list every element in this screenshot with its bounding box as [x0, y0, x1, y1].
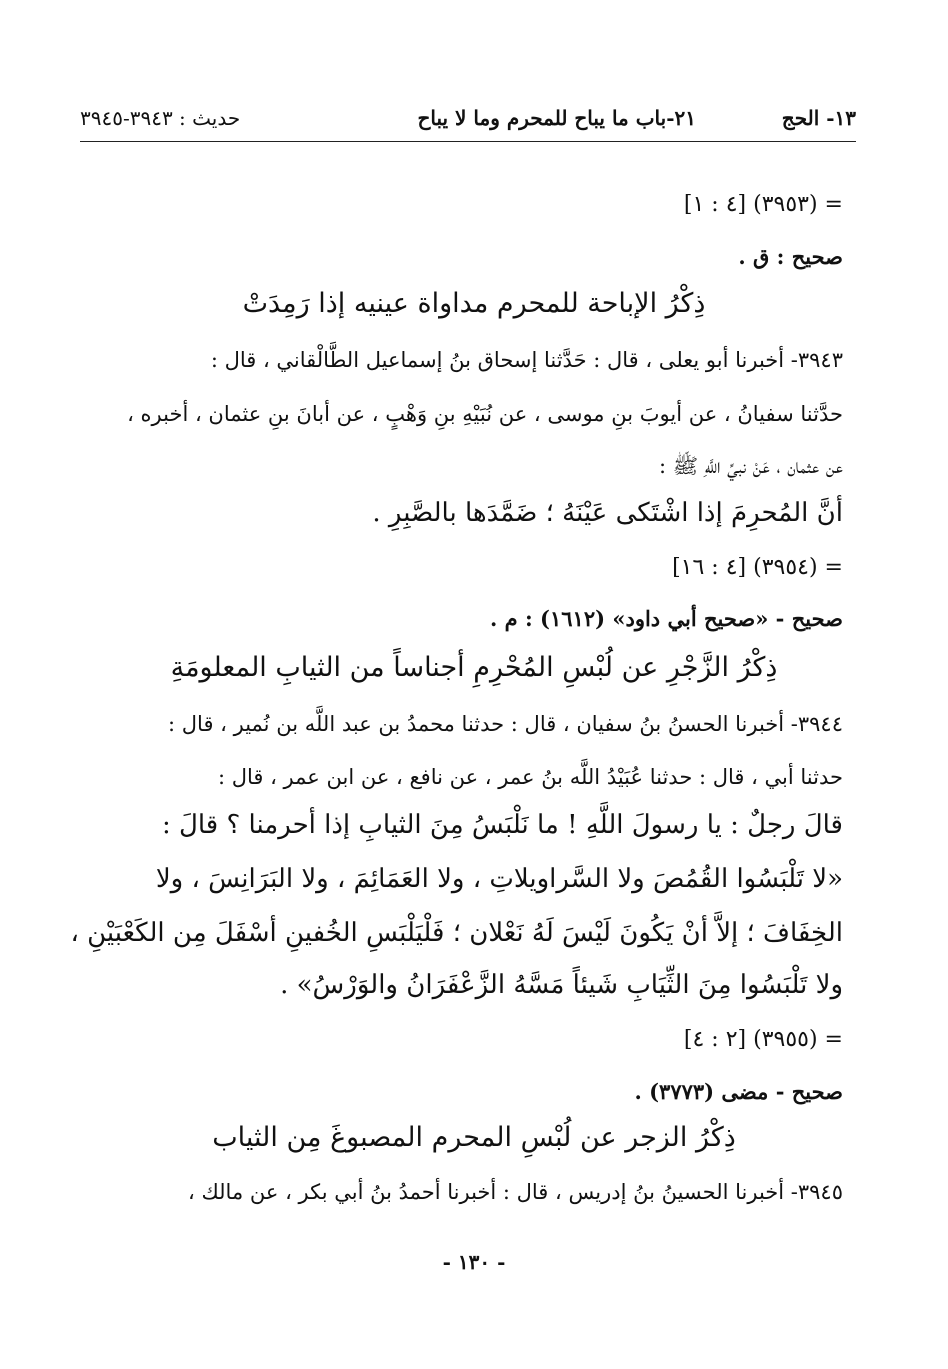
- reference-line: = (٣٩٥٥) [٢ : ٤]: [683, 1027, 843, 1052]
- book-title: ١٣- الحج: [781, 106, 856, 130]
- header-rule: [80, 141, 856, 142]
- running-header: [80, 98, 856, 140]
- isnad-line: ٣٩٤٥- أخبرنا الحسينُ بنُ إدريس ، قال : أخبرنا أحمدُ بنُ أبي بكر ، عن مالك ،: [188, 1180, 843, 1204]
- page-number: - ١٣٠ -: [442, 1250, 506, 1274]
- matn-line: قالَ رجلٌ : يا رسولَ اللَّهِ ! ما نَلْبَسُ مِنَ الثيابِ إذا أحرمنا ؟ قالَ :: [161, 810, 843, 840]
- isnad-line: ٣٩٤٣- أخبرنا أبو يعلى ، قال : حَدَّثنا إسحاق بنُ إسماعيل الطَّالْقاني ، قال :: [210, 348, 843, 372]
- matn-line: أنَّ المُحرِمَ إذا اشْتَكى عَيْنَهُ ؛ ضَمَّدَها بالصَّبِرِ .: [372, 498, 843, 528]
- isnad-line: ٣٩٤٤- أخبرنا الحسنُ بنُ سفيان ، قال : حدثنا محمدُ بن عبد اللَّه بن نُمير ، قال :: [168, 712, 843, 736]
- section-title: ذِكْرُ الزجر عن لُبْسِ المحرم المصبوغَ مِن الثياب: [212, 1122, 736, 1153]
- chapter-title: ٢١-باب ما يباح للمحرم وما لا يباح: [417, 106, 696, 130]
- grade-line: صحيح - مضى (٣٧٧٣) .: [634, 1079, 843, 1104]
- isnad-line: حدَّثنا سفيانُ ، عن أيوبَ بنِ موسى ، عن نُبَيْهِ بنِ وَهْبٍ ، عن أبانَ بنِ عثمان ، أخبره ،: [127, 402, 843, 426]
- grade-line: صحيح : ق .: [738, 244, 843, 269]
- reference-line: = (٣٩٥٣) [٤ : ١]: [683, 192, 843, 217]
- matn-line: الخِفَافَ ؛ إلاَّ أنْ يَكُونَ لَيْسَ لَهُ نَعْلان ؛ فَلْيَلْبَسِ الخُفينِ أسْفَلَ مِن الكَعْبَيْنِ ،: [70, 918, 843, 948]
- isnad-line: عن عثمان ، عَنْ نبيِّ اللَّهِ ﷺ :: [658, 454, 843, 478]
- grade-line: صحيح - «صحيح أبي داود» (١٦١٢) : م .: [490, 606, 843, 631]
- matn-line: «لا تَلْبَسُوا القُمُصَ ولا السَّراويلاتِ ، ولا العَمَائِمَ ، ولا البَرَانِسَ ، ولا: [155, 864, 843, 894]
- section-title: ذِكْرُ الزَّجْرِ عن لُبْسِ المُحْرِمِ أجناساً من الثيابِ المعلومَةِ: [170, 652, 778, 683]
- matn-line: ولا تَلْبَسُوا مِنَ الثِّيَابِ شَيئاً مَسَّهُ الزَّعْفَرَانُ والوَرْسُ» .: [280, 970, 843, 1000]
- hadith-range: حديث : ٣٩٤٣-٣٩٤٥: [80, 106, 241, 130]
- reference-line: = (٣٩٥٤) [٤ : ١٦]: [672, 555, 843, 580]
- section-title: ذِكْرُ الإباحة للمحرم مداواة عينيه إذا رَمِدَتْ: [242, 288, 706, 319]
- isnad-line: حدثنا أبي ، قال : حدثنا عُبَيْدُ اللَّه بنُ عمر ، عن نافع ، عن ابن عمر ، قال :: [217, 765, 843, 789]
